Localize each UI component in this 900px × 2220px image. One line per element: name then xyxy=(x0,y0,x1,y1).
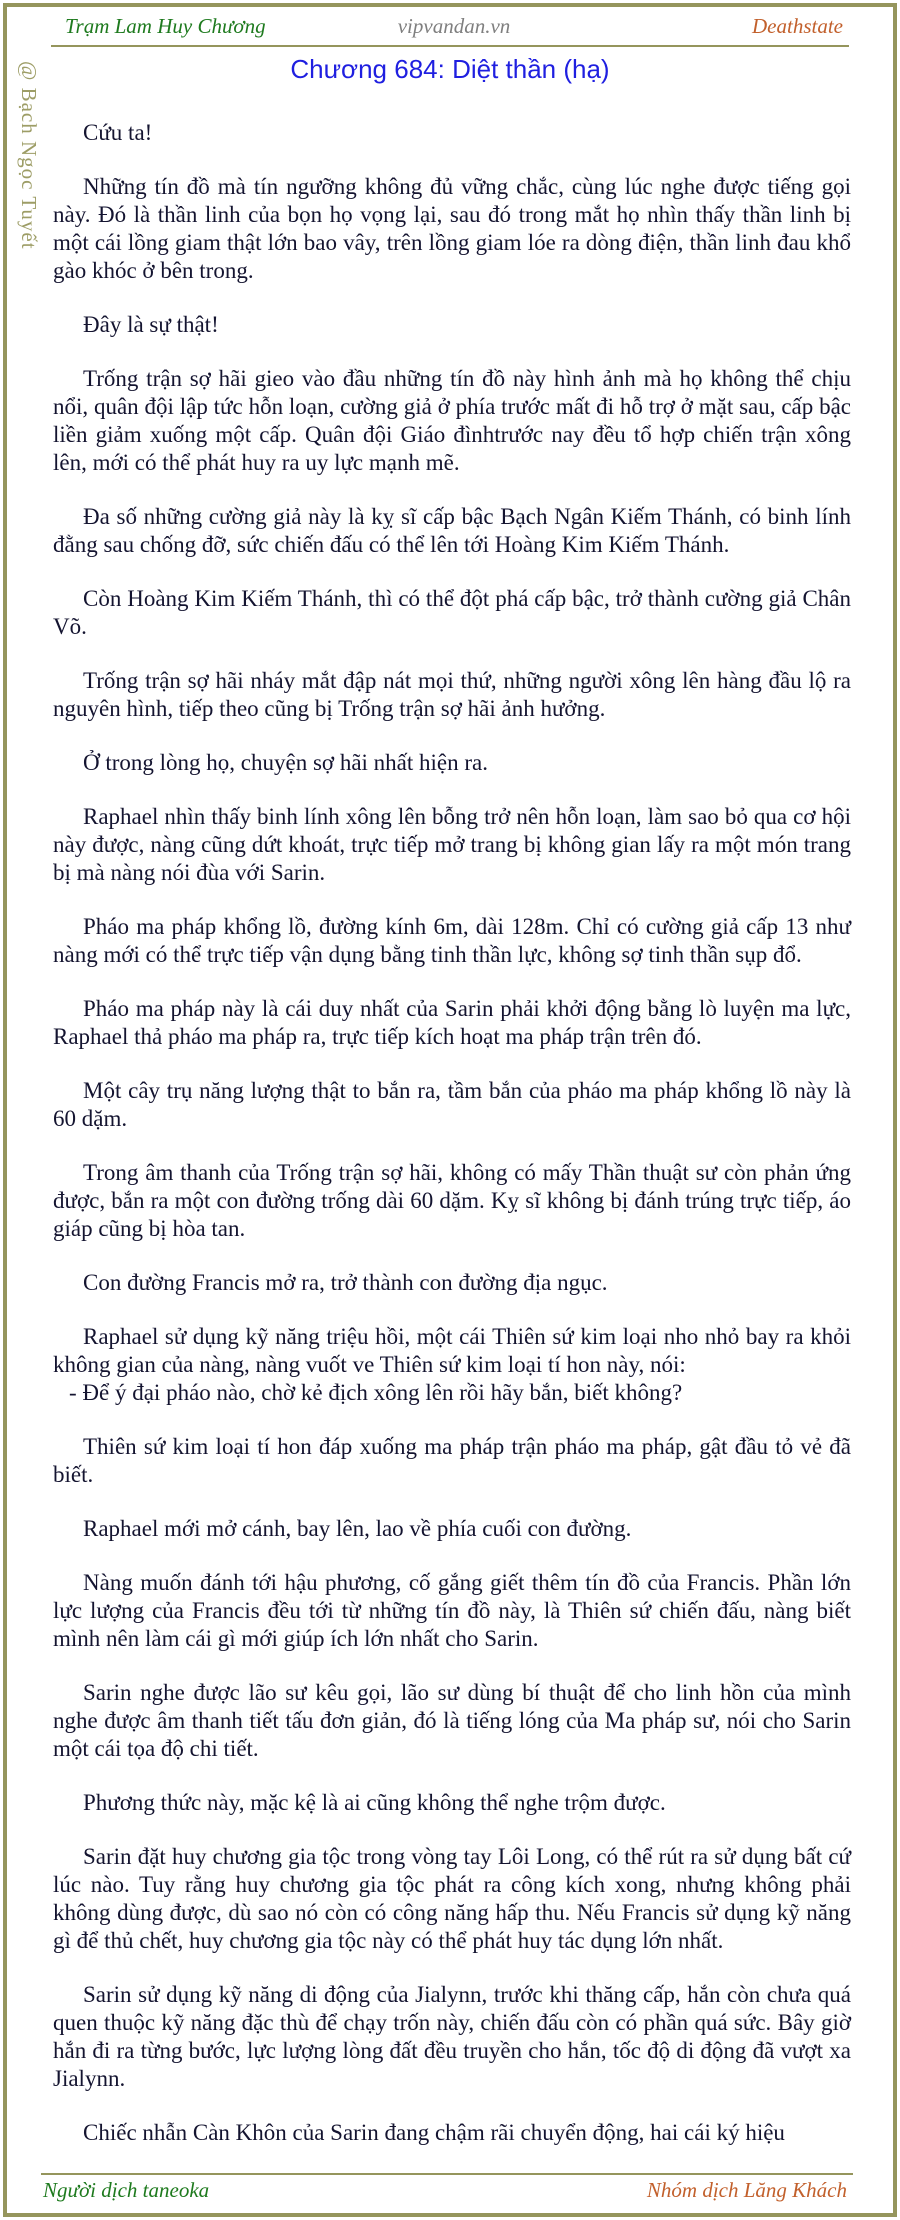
footer-credits xyxy=(41,2175,853,2203)
author-watermark: @ Bạch Ngọc Tuyết xyxy=(17,61,41,250)
masthead xyxy=(7,7,893,39)
chapter-title: Chương 684: Diệt thần (hạ) xyxy=(290,54,610,84)
paragraph: Trống trận sợ hãi nháy mắt đập nát mọi thứ, những người xông lên hàng đầu lộ ra nguyên hình, tiếp theo cũng bị Trống trận sợ hãi ảnh hưởng. xyxy=(53,668,851,721)
paragraph: Pháo ma pháp khổng lồ, đường kính 6m, dài 128m. Chỉ có cường giả cấp 13 như nàng mới có thể trực tiếp vận dụng bằng tinh thần lực, không sợ tinh thần sụp đổ. xyxy=(53,914,851,967)
paragraph: Sarin nghe được lão sư kêu gọi, lão sư dùng bí thuật để cho linh hồn của mình nghe được âm thanh tiết tấu đơn giản, đó là tiếng lóng của Ma pháp sư, nói cho Sarin một cái tọa độ chi tiết. xyxy=(53,1680,851,1761)
site-domain-label: vipvandan.vn xyxy=(397,14,511,38)
paragraph: Một cây trụ năng lượng thật to bắn ra, tầm bắn của pháo ma pháp khổng lồ này là 60 dặm. xyxy=(53,1078,851,1131)
paragraph: Cứu ta! xyxy=(83,120,153,145)
paragraph: Phương thức này, mặc kệ là ai cũng không thể nghe trộm được. xyxy=(83,1790,666,1815)
paragraph: Trong âm thanh của Trống trận sợ hãi, không có mấy Thần thuật sư còn phản ứng được, bắn ra một con đường trống dài 60 dặm. Kỵ sĩ không bị đánh trúng trực tiếp, áo giáp cũng bị hòa tan. xyxy=(53,1160,851,1241)
paragraph: - Để ý đại pháo nào, chờ kẻ địch xông lên rồi hãy bắn, biết không? xyxy=(69,1380,683,1405)
reader-page xyxy=(7,7,893,2213)
paragraph: Còn Hoàng Kim Kiếm Thánh, thì có thể đột phá cấp bậc, trở thành cường giả Chân Võ. xyxy=(53,586,851,639)
book-title-label: Deathstate xyxy=(752,14,843,38)
paragraph: Những tín đồ mà tín ngưỡng không đủ vững chắc, cùng lúc nghe được tiếng gọi này. Đó là thần linh của bọn họ vọng lại, sau đó trong mắt họ nhìn thấy thần linh bị một cái lồng giam thật lớn bao vây, trên lồng giam lóe ra dòng điện, thần linh đau khổ gào khóc ở bên trong. xyxy=(53,174,851,283)
paragraph: Pháo ma pháp này là cái duy nhất của Sarin phải khởi động bằng lò luyện ma lực, Raphael thả pháo ma pháp ra, trực tiếp kích hoạt ma pháp trận trên đó. xyxy=(53,996,851,1049)
translator-credit: Người dịch taneoka xyxy=(43,2178,210,2202)
paragraph: Đa số những cường giả này là kỵ sĩ cấp bậc Bạch Ngân Kiếm Thánh, có binh lính đằng sau chống đỡ, sức chiến đấu có thể lên tới Hoàng Kim Kiếm Thánh. xyxy=(53,504,851,557)
paragraph: Đây là sự thật! xyxy=(83,312,219,337)
translation-group-credit: Nhóm dịch Lăng Khách xyxy=(646,2178,847,2202)
page-footer xyxy=(41,2173,853,2203)
paragraph: Ở trong lòng họ, chuyện sợ hãi nhất hiện ra. xyxy=(83,750,488,775)
chapter-content xyxy=(7,93,893,2161)
paragraph: Chiếc nhẫn Càn Khôn của Sarin đang chậm rãi chuyển động, hai cái ký hiệu xyxy=(83,2120,785,2145)
paragraph: Nàng muốn đánh tới hậu phương, cố gắng giết thêm tín đồ của Francis. Phần lớn lực lượng của Francis đều tới từ những tín đồ này, là Thiên sứ chiến đấu, nàng biết mình nên làm cái gì mới giúp ích lớn nhất cho Sarin. xyxy=(53,1570,851,1651)
paragraph: Thiên sứ kim loại tí hon đáp xuống ma pháp trận pháo ma pháp, gật đầu tỏ vẻ đã biết. xyxy=(53,1434,851,1487)
page-frame xyxy=(3,3,897,2217)
paragraph: Raphael mới mở cánh, bay lên, lao về phía cuối con đường. xyxy=(83,1516,632,1541)
paragraph: Raphael sử dụng kỹ năng triệu hồi, một cái Thiên sứ kim loại nho nhỏ bay ra khỏi không gian của nàng, nàng vuốt ve Thiên sứ kim loại tí hon này, nói: xyxy=(53,1324,851,1377)
paragraph: Sarin đặt huy chương gia tộc trong vòng tay Lôi Long, có thể rút ra sử dụng bất cứ lúc nào. Tuy rằng huy chương gia tộc phát ra công kích xong, nhưng không phải không dùng được, dù sao nó còn có công năng hấp thu. Nếu Francis sử dụng kỹ năng gì để thủ chết, huy chương gia tộc này có thể phát huy tác dụng lớn nhất. xyxy=(53,1844,851,1953)
story-source-label: Trạm Lam Huy Chương xyxy=(65,14,266,38)
header-divider xyxy=(51,45,849,47)
paragraph: Trống trận sợ hãi gieo vào đầu những tín đồ này hình ảnh mà họ không thể chịu nổi, quân đội lập tức hỗn loạn, cường giả ở phía trước mất đi hỗ trợ ở mặt sau, cấp bậc liền giảm xuống một cấp. Quân đội Giáo đìnhtrước nay đều tổ hợp chiến trận xông lên, mới có thể phát huy ra uy lực mạnh mẽ. xyxy=(53,366,851,475)
paragraph: Sarin sử dụng kỹ năng di động của Jialynn, trước khi thăng cấp, hắn còn chưa quá quen thuộc kỹ năng đặc thù để chạy trốn này, chiến đấu còn có phần quá sức. Bây giờ hắn đi ra từng bước, lực lượng lòng đất đều truyền cho hắn, tốc độ di động đã vượt xa Jialynn. xyxy=(53,1982,851,2091)
paragraph: Raphael nhìn thấy binh lính xông lên bỗng trở nên hỗn loạn, làm sao bỏ qua cơ hội này được, nàng cũng dứt khoát, trực tiếp mở trang bị không gian lấy ra một món trang bị mà nàng nói đùa với Sarin. xyxy=(53,804,851,885)
paragraph: Con đường Francis mở ra, trở thành con đường địa ngục. xyxy=(83,1270,608,1295)
